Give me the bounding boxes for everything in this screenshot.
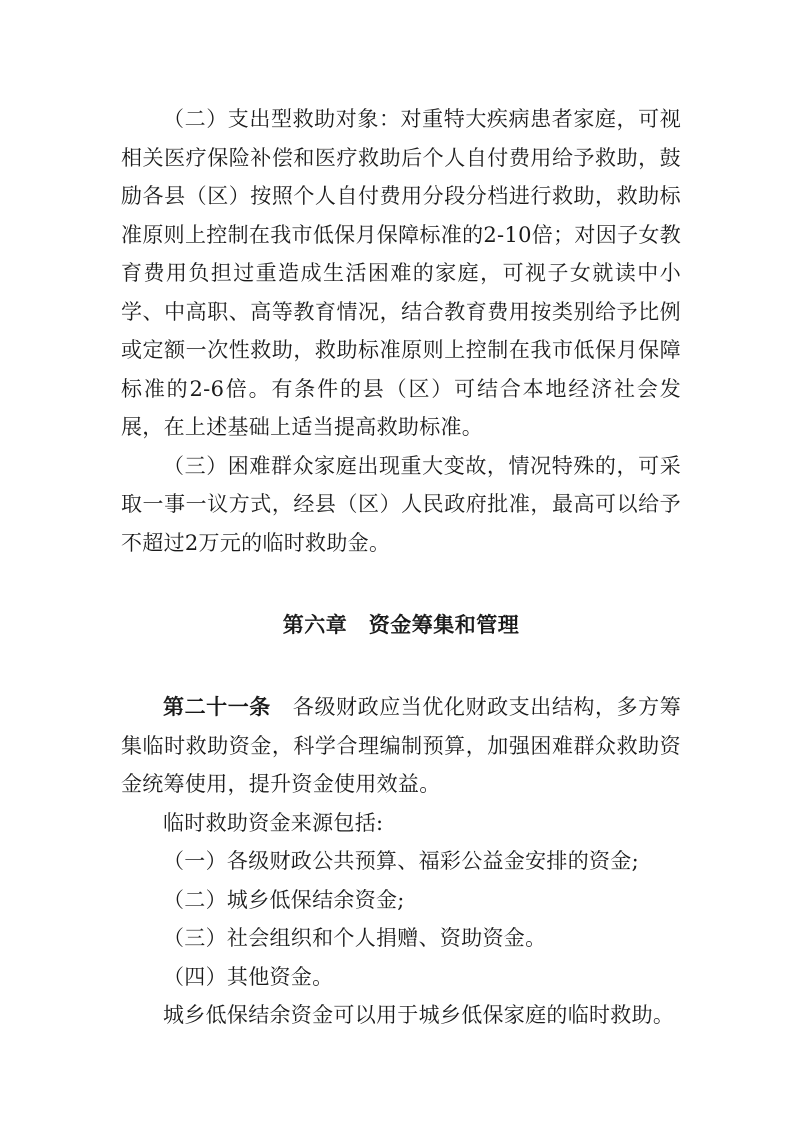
funding-source-item: （三）社会组织和个人捐赠、资助资金。: [163, 926, 547, 950]
funding-source-item: （一）各级财政公共预算、福彩公益金安排的资金;: [163, 849, 639, 873]
funding-source-item: （二）城乡低保结余资金;: [163, 887, 405, 912]
document-page: [121, 100, 681, 1035]
closing-paragraph: 城乡低保结余资金可以用于城乡低保家庭的临时救助。: [163, 1003, 675, 1027]
article-21: [121, 688, 681, 804]
funding-source-item: （四）其他资金。: [163, 964, 334, 989]
spacer: [121, 562, 681, 606]
paragraph-major-incident-relief: （三）困难群众家庭出现重大变故，情况特殊的，可采取一事一议方式，经县（区）人民政府批准，最高可以给予不超过2万元的临时救助金。: [121, 453, 681, 555]
article-21-label: 第二十一条: [163, 695, 271, 719]
chapter-six-title: 第六章 资金筹集和管理: [282, 613, 520, 637]
article-21-body: 各级财政应当优化财政支出结构，多方筹集临时救助资金，科学合理编制预算，加强困难群众救助资金统筹使用，提升资金使用效益。: [121, 695, 681, 796]
spacer: [121, 644, 681, 688]
paragraph-expenditure-type-relief: （二）支出型救助对象：对重特大疾病患者家庭，可视相关医疗保险补偿和医疗救助后个人自付费用给予救助，鼓励各县（区）按照个人自付费用分段分档进行救助，救助标准原则上控制在我市低保月保障标准的2-10倍；对因子女教育费用负担过重造成生活困难的家庭，可视子女就读中小学、中高职、高等教育情况，结合教育费用按类别给予比例或定额一次性救助，救助标准原则上控制在我市低保月保障标准的2-6倍。有条件的县（区）可结合本地经济社会发展，在上述基础上适当提高救助标准。: [121, 107, 681, 439]
funding-sources-intro: 临时救助资金来源包括:: [163, 810, 384, 835]
